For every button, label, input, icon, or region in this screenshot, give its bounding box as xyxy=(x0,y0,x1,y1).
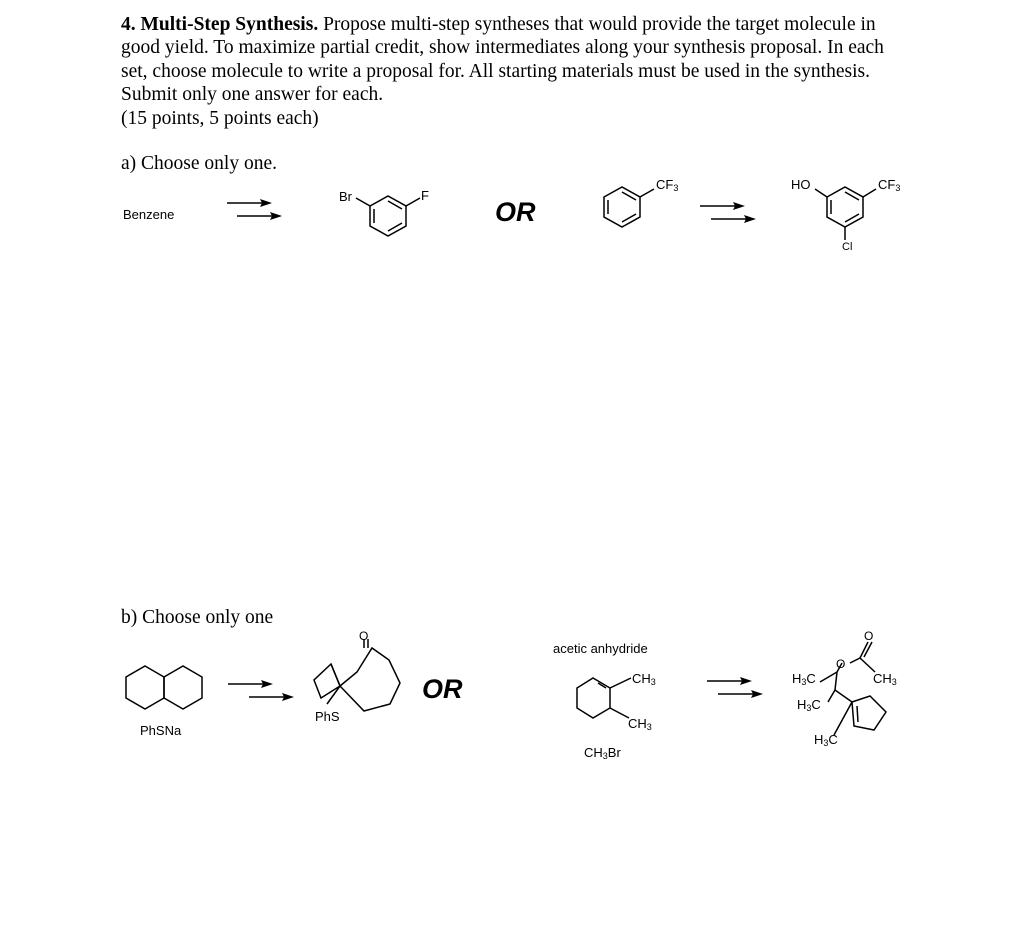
part-a-product2-cl: Cl xyxy=(842,241,853,253)
part-b-arrow-2 xyxy=(707,677,763,698)
part-b-product2-h3c-c: $H_3C$ xyxy=(814,732,838,748)
part-b-reagent-phsna: PhSNa xyxy=(140,723,182,738)
part-b-start2-ring xyxy=(577,678,631,718)
part-a-start-benzene: Benzene xyxy=(123,207,175,222)
part-a-product2-ho: HO xyxy=(791,177,811,192)
part-a-product2-cf3: $CF_3$ xyxy=(878,177,901,193)
question-title: 4. Multi-Step Synthesis. xyxy=(121,14,319,35)
part-b-product2-ester-o: O xyxy=(836,657,846,671)
part-b-reagent-acetic-anhydride: acetic anhydride xyxy=(553,641,648,656)
part-a-product1-ring xyxy=(356,196,420,236)
part-a-product1-f: F xyxy=(421,188,429,203)
part-b-product2-ch3: $CH_3$ xyxy=(873,671,897,687)
part-b-product1-phs: PhS xyxy=(315,709,340,724)
part-b-product2-structure xyxy=(820,642,886,735)
part-b-product2-h3c-a: $H_3C$ xyxy=(792,671,816,687)
part-b-start2-ch3-top: $CH_3$ xyxy=(632,671,656,687)
part-b-start2-ch3-bottom: $CH_3$ xyxy=(628,716,652,732)
part-a-start2-cf3: $CF_3$ xyxy=(656,177,679,193)
part-b-product1-oxygen: O xyxy=(359,629,369,643)
part-a-arrow-1 xyxy=(227,199,282,220)
part-b-or: OR xyxy=(422,674,463,704)
part-b-label: b) Choose only one xyxy=(121,607,274,628)
question-points: (15 points, 5 points each) xyxy=(121,107,319,129)
part-b-product2-h3c-b: $H_3C$ xyxy=(797,697,821,713)
part-b-product1-spiro xyxy=(314,639,400,711)
part-a-label: a) Choose only one. xyxy=(121,153,277,174)
part-a-arrow-2 xyxy=(700,202,756,223)
part-b-arrow-1 xyxy=(228,680,294,701)
part-b-start-decalin xyxy=(126,666,202,709)
part-b-reagent-ch3br: $CH_3Br$ xyxy=(584,745,621,761)
question-body: Propose multi-step syntheses that would provide the target molecule in good yield. To maximize partial credit, show intermediates along your synthesis proposal. In each set, choose molecule to write a proposal for. All starting materials must be used in the synthesis. Submit only one answer for each. xyxy=(121,14,884,106)
part-a-product2-ring xyxy=(815,187,876,240)
part-a-product1-br: Br xyxy=(339,189,352,204)
part-a-or: OR xyxy=(495,197,536,227)
part-a-start2-ring xyxy=(604,187,654,227)
part-b-product2-carbonyl-o: O xyxy=(864,629,874,643)
